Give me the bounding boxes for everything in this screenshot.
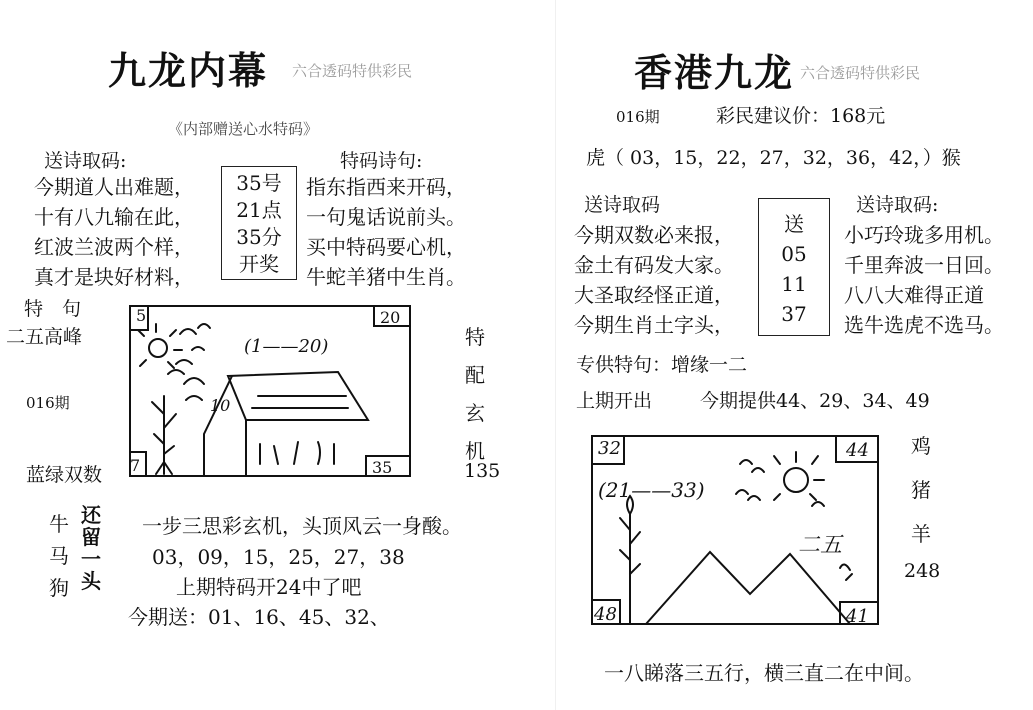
left-verse-line: 买中特码要心机， [306,235,466,259]
right-poem-left-line: 今期双数必来报， [574,223,734,247]
left-time-box [221,166,297,280]
right-issue: 016期 [616,108,660,126]
right-poem-right-line: 选牛选虎不选马。 [844,313,1004,337]
left-poem-line: 红波兰波两个样， [34,235,194,259]
left-poem-head: 送诗取码: [44,150,127,172]
send-box-line: 送 [784,212,804,236]
right-poem-left [574,220,734,340]
left-sketch [128,304,412,480]
page-divider [555,0,556,710]
sketch-corner-tr: 20 [380,308,401,327]
sketch-corner-tl: 32 [598,438,621,459]
side-char: 机 [465,439,485,463]
time-box-line: 21点 [236,198,282,222]
right-provide: 今期提供44、29、34、49 [700,390,930,412]
left-animals [46,508,72,604]
sketch-range: (1——20) [244,336,329,357]
right-title: 香港九龙 [634,50,795,95]
left-poem-line: 今期道人出难题， [34,175,194,199]
left-huantou [78,504,104,592]
side-animal-char: 羊 [911,522,931,546]
left-line3: 上期特码开24中了吧 [176,575,362,599]
animal-char: 狗 [49,576,69,600]
sketch-corner-br: 35 [372,458,393,477]
sketch-range: (21——33) [598,478,705,502]
send-box-line: 05 [781,242,807,266]
animal-char: 马 [49,544,69,568]
right-poem-left-line: 金土有码发大家。 [574,253,734,277]
left-title-note: 六合透码特供彩民 [292,62,413,80]
huantou-char: 头 [81,569,101,593]
sketch-corner-tr: 44 [846,440,869,461]
left-line1: 一步三思彩玄机，头顶风云一身酸。 [142,514,462,538]
left-lanlv: 蓝绿双数 [26,464,103,486]
sketch-label-erwu: 二五 [798,533,843,558]
huantou-char: 还 [81,503,101,527]
right-poem-head-right: 送诗取码: [856,194,939,216]
right-poem-right-line: 小巧玲珑多用机。 [844,223,1004,247]
side-animal-char: 猪 [911,478,931,502]
side-char: 玄 [465,401,485,425]
time-box-line: 35分 [236,225,282,249]
right-side-number: 248 [904,560,941,582]
right-side-animals [906,424,936,556]
side-animal-char: 鸡 [911,434,931,458]
left-verse-line: 牛蛇羊猪中生肖。 [306,265,466,289]
send-box-line: 11 [781,272,807,296]
right-tiger-row: 虎（ 03，15，22，27，32，36，42，）猴 [586,147,961,169]
right-bottom-line: 一八睇落三五行，横三直二在中间。 [604,661,924,685]
left-verse [306,172,466,292]
huantou-char: 留 [81,525,101,549]
left-side-vertical [460,318,490,470]
sketch-corner-bl: 48 [594,604,617,625]
right-send-box [758,198,830,336]
left-subtitle: 《内部赠送心水特码》 [168,120,319,138]
left-poem-line: 十有八九输在此， [34,205,194,229]
right-price: 彩民建议价：168元 [716,105,886,127]
left-line4: 今期送：01、16、45、32、 [128,605,390,629]
right-last-label: 上期开出 [576,390,653,412]
time-box-line: 35号 [236,171,282,195]
left-tejiu: 特 句 [24,298,82,320]
left-issue: 016期 [26,394,70,412]
left-erwu: 二五高峰 [6,326,83,348]
right-poem-left-line: 今期生肖土字头， [574,313,734,337]
sketch-corner-tl: 5 [136,306,147,325]
right-title-note: 六合透码特供彩民 [800,64,921,82]
left-verse-line: 指东指西来开码， [306,175,466,199]
left-line2: 03，09，15，25，27，38 [152,545,405,569]
sketch-corner-br: 41 [846,606,869,627]
left-side-number: 135 [464,460,501,482]
right-poem-right-line: 八八大难得正道 [844,283,984,307]
left-verse-line: 一句鬼话说前头。 [306,205,466,229]
animal-char: 牛 [49,512,69,536]
sketch-house-label: 10 [210,396,231,415]
huantou-char: 一 [81,547,101,571]
right-poem-right-line: 千里奔波一日回。 [844,253,1004,277]
right-poem-right [844,220,1004,340]
right-poem-left-line: 大圣取经怪正道， [574,283,734,307]
side-char: 特 [465,325,485,349]
time-box-line: 开奖 [239,252,279,276]
right-special-line: 专供特句：增缘一二 [576,354,748,376]
side-char: 配 [465,363,485,387]
left-poem [34,172,194,292]
left-poem-line: 真才是块好材料， [34,265,194,289]
right-poem-head-left: 送诗取码 [584,194,661,216]
left-title: 九龙内幕 [108,48,269,93]
sketch-corner-bl: 7 [130,456,141,475]
send-box-line: 37 [781,302,807,326]
left-verse-head: 特码诗句: [340,150,423,172]
